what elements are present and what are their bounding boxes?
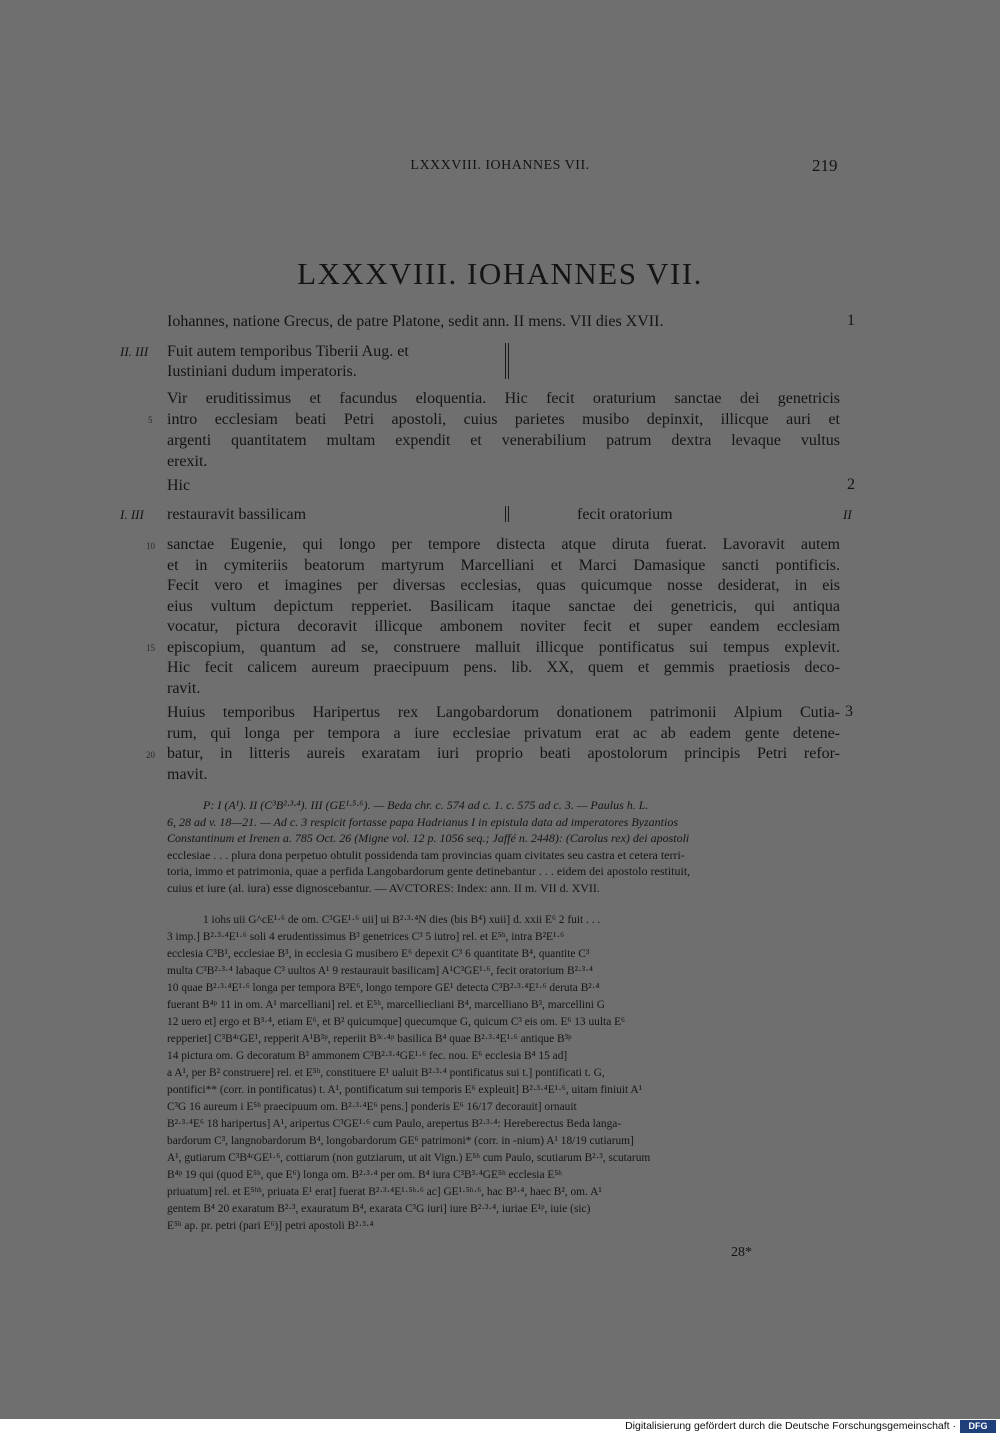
variant-line: E⁵ʰ ap. pr. petri (pari E⁶)] petri apostoli B²·³·⁴ bbox=[167, 1220, 374, 1232]
variant-line: gentem B⁴ 20 exaratum B²·³, exauratum B⁴, exarata C³G iuri] iure B²·³·⁴, iuriae E¹ᵖ, iuie (sic) bbox=[167, 1203, 591, 1215]
text-line: intro ecclesiam beati Petri apostoli, cuius parietes musibo depinxit, illicque auri et bbox=[167, 411, 840, 428]
variant-line: 3 imp.] B²·³·⁴E¹·⁶ soli 4 erudentissimus B³ genetrices C³ 5 iutro] rel. et E⁵ʰ, intra B²E¹·⁶ bbox=[167, 931, 565, 943]
running-head: LXXXVIII. IOHANNES VII. bbox=[410, 158, 590, 173]
digitization-footer bbox=[0, 1419, 1000, 1434]
section-number: 3 bbox=[845, 703, 853, 720]
variant-line: a A¹, per B² construere] rel. et E⁵ʰ, constituere E¹ ualuit B²·³·⁴ pontificatus sui t.] pontificati t. G, bbox=[167, 1067, 605, 1079]
source-line: Constantinum et Irenen a. 785 Oct. 26 (Migne vol. 12 p. 1056 seq.; Jaffé n. 2448): (Carolus rex) dei apostoli bbox=[167, 831, 690, 845]
text-line: eius vultum depictum repperiet. Basilicam itaque sanctae dei genetricis, qui antiqua bbox=[167, 598, 840, 615]
text-line: Fecit vero et imagines per diversas ecclesias, quas quicumque nosse desiderat, in eis bbox=[167, 577, 840, 594]
footer-credit: Digitalisierung gefördert durch die Deutsche Forschungsgemeinschaft · bbox=[625, 1420, 956, 1432]
text-line: fecit oratorium bbox=[577, 506, 673, 523]
margin-note: II bbox=[843, 507, 852, 522]
text-line: Huius temporibus Haripertus rex Langobardorum donationem patrimonii Alpium Cutia- bbox=[167, 704, 840, 721]
source-line: toria, immo et patrimonia, quae a perfida Langobardorum gente detinebantur . . . eidem dei apostolo restituit, bbox=[167, 864, 691, 878]
parallel-divider bbox=[505, 506, 509, 522]
text-line: Hic fecit calicem aureum praecipuum pens. lib. XX, quem et gemmis praetiosis deco- bbox=[167, 659, 840, 676]
section-number: 2 bbox=[847, 476, 855, 493]
page-number: 219 bbox=[812, 156, 838, 175]
signature-mark: 28* bbox=[731, 1245, 752, 1260]
text-line: argenti quantitatem multam expendit et venerabilium patrum dextra levaque vultus bbox=[167, 432, 840, 449]
source-line: cuius et iure (al. iura) esse dignoscebantur. — AVCTORES: Index: ann. II m. VII d. XVII. bbox=[167, 881, 600, 895]
variant-line: 12 uero et] ergo et B³·⁴, etiam E⁶, et B² quicumque] quecumque G, quicum C³ eis om. E⁶ 13 uulta E⁶ bbox=[167, 1016, 626, 1028]
text-line: erexit. bbox=[167, 453, 208, 470]
variant-line: fuerant B⁴ᵖ 11 in om. A¹ marcelliani] rel. et E⁵ʰ, marcelliecliani B⁴, marcelliano B³, marcellini G bbox=[167, 999, 605, 1011]
variant-line: multa C³B²·³·⁴ labaque C³ uultos A¹ 9 restaurauit basilicam] A¹C³GE¹·⁶, fecit oratorium B²·³·⁴ bbox=[167, 965, 593, 977]
variant-line: B²·³·⁴E⁶ 18 haripertus] A¹, aripertus C³GE¹·⁶ cum Paulo, arepertus B²·³·⁴: Hereberectus Beda langa- bbox=[167, 1118, 622, 1130]
parallel-divider bbox=[505, 343, 509, 379]
variant-line: 14 pictura om. G decoratum B³ ammonem C³B²·³·⁴GE¹·⁶ fec. nou. E⁶ ecclesia B⁴ 15 ad] bbox=[167, 1050, 568, 1062]
text-line: vocatur, pictura decoravit illicque ambonem noviter fecit et super eandem ecclesiam bbox=[167, 618, 840, 635]
dfg-logo[interactable]: DFG bbox=[960, 1420, 996, 1433]
variant-line: A¹, gutiarum C³B⁴ᶜGE¹·⁶, cottiarum (non gutziarum, ut ait Vign.) E⁵ʰ cum Paulo, scutiarum B²·³, scutarum bbox=[167, 1152, 651, 1164]
text-line: Iohannes, natione Grecus, de patre Platone, sedit ann. II mens. VII dies XVII. bbox=[167, 313, 664, 330]
text-line: ravit. bbox=[167, 680, 201, 697]
variant-line: 10 quae B²·³·⁴E¹·⁶ longa per tempora B²E⁶, longo tempore GE¹ detecta C³B²·³·⁴E¹·⁶ deruta B²·⁴ bbox=[167, 982, 600, 994]
chapter-title: LXXXVIII. IOHANNES VII. bbox=[297, 256, 703, 291]
variant-line: bardorum C³, langnobardorum B⁴, longobardorum GE⁶ patrimoni* (corr. in -nium) A¹ 18/19 cutiarum] bbox=[167, 1135, 634, 1147]
line-number: 20 bbox=[146, 750, 155, 760]
text-line: Vir eruditissimus et facundus eloquentia. Hic fecit oraturium sanctae dei genetricis bbox=[167, 390, 840, 407]
text-line: batur, in litteris aureis exaratam iuri proprio beati apostolorum principis Petri refor- bbox=[167, 745, 840, 762]
variant-line: 1 iohs uii G^cE¹·⁶ de om. C³GE¹·⁶ uii] ui B²·³·⁴N dies (bis B⁴) xuii] d. xxii E⁶ 2 fuit . . . bbox=[203, 914, 601, 926]
text-line: mavit. bbox=[167, 766, 208, 783]
section-number: 1 bbox=[847, 312, 855, 329]
text-line: Hic bbox=[167, 477, 191, 494]
margin-note: I. III bbox=[120, 507, 144, 522]
variant-line: pontifici** (corr. in pontificatus) t. A¹, pontificatum sui temporis E⁶ expleuit] B²·³·⁴E¹·⁶, uitam finiuit A¹ bbox=[167, 1084, 643, 1096]
line-number: 15 bbox=[146, 643, 155, 653]
text-line: restauravit bassilicam bbox=[167, 506, 307, 523]
text-line: sanctae Eugenie, qui longo per tempore distecta atque diruta fuerat. Lavoravit autem bbox=[167, 536, 840, 553]
text-line: Fuit autem temporibus Tiberii Aug. et bbox=[167, 343, 409, 360]
variant-line: C³G 16 aureum i E⁵ʰ praecipuum om. B²·³·⁴E⁶ pens.] ponderis E⁶ 16/17 decorauit] ornauit bbox=[167, 1101, 577, 1113]
text-line: Iustiniani dudum imperatoris. bbox=[167, 363, 357, 380]
variant-line: ecclesia C³B¹, ecclesiae B³, in ecclesia G musibero E⁶ depexit C³ 6 quantitate B⁴, quantite C³ bbox=[167, 948, 590, 960]
variant-line: repperiet] C³B⁴ᶜGE¹, repperit A¹B³ᵖ, reperiit B³ᶜ·⁴ᵖ basilica B⁴ quae B²·³·⁴E¹·⁶ antique B³ᵖ bbox=[167, 1033, 572, 1045]
line-number: 10 bbox=[146, 541, 155, 551]
text-line: episcopium, quantum ad se, construere malluit illicque pontificatus sui tempus explevit. bbox=[167, 639, 840, 656]
margin-note: II. III bbox=[120, 344, 149, 359]
variant-line: B⁴ᵖ 19 qui (quod E⁵ʰ, que E⁶) longa om. B²·³·⁴ per om. B⁴ iura C³B³·⁴GE⁵ʰ ecclesia E⁵ʰ bbox=[167, 1169, 562, 1181]
text-line: rum, qui longa per tempora a iure ecclesiae privatum erat ac ab eadem gente detene- bbox=[167, 725, 840, 742]
source-line: ecclesiae . . . plura dona perpetuo obtulit possidenda tam provincias quam civitates seu castra et cetera terri- bbox=[167, 848, 685, 862]
source-line: P: I (A¹). II (C³B²·³·⁴). III (GE¹·⁵·⁶). — Beda chr. c. 574 ad c. 1. c. 575 ad c. 3. — Paulus h. L. bbox=[203, 798, 649, 812]
line-number: 5 bbox=[148, 415, 153, 425]
text-line: et in cymiteriis beatorum martyrum Marcelliani et Marci Damasique sancti pontificis. bbox=[167, 557, 840, 574]
source-line: 6, 28 ad v. 18—21. — Ad c. 3 respicit fortasse papa Hadrianus I in epistula data ad imperatores Byzantios bbox=[167, 815, 678, 829]
variant-line: priuatum] rel. et E⁵ʰʰ, priuata E¹ erat] fuerat B²·³·⁴E¹·⁵ʰ·⁶ ac] GE¹·⁵ʰ·⁶, hac B³·⁴, haec B², om. A¹ bbox=[167, 1186, 602, 1198]
